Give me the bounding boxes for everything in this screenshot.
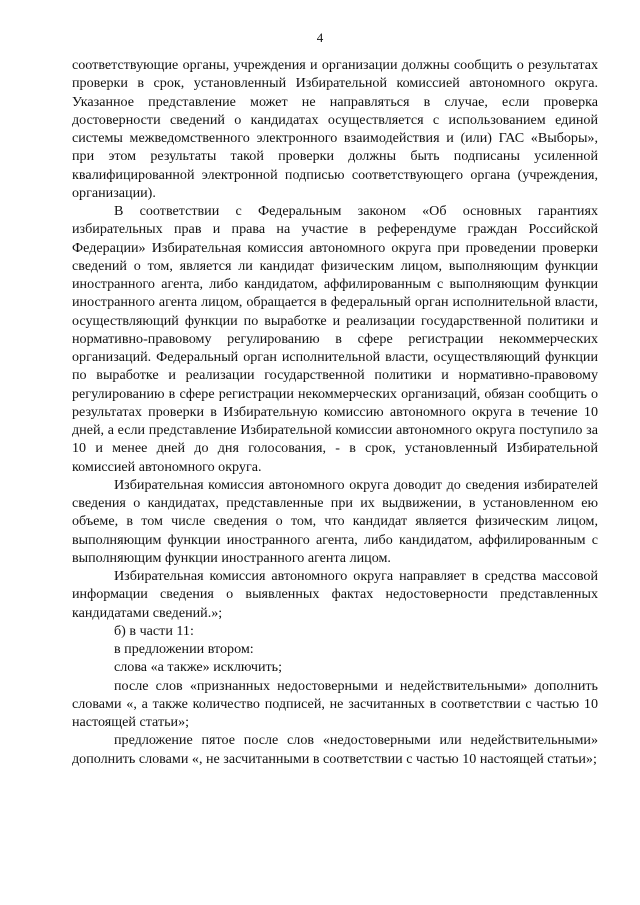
- paragraph-federal-law: В соответствии с Федеральным законом «Об основных гарантиях избирательных прав и права на участие в референдуме граждан Российской Федерации» Избирательная комиссия автономного округа при проведении проверки сведений о том, является ли кандидат физическим лицом, выполняющим функции иностранного агента, либо кандидатом, аффилированным с выполняющим функции иностранного агента лицом, обращается в федеральный орган исполнительной власти, осуществляющий функции по выработке и реализации государственной политики и нормативно-правовому регулированию в сфере регистрации некоммерческих организаций. Федеральный орган исполнительной власти, осуществляющий функции по выработке и реализации государственной политики и нормативно-правовому регулированию в сфере регистрации некоммерческих организаций, обязан сообщить о результатах проверки в Избирательную комиссию автономного округа в течение 10 дней, а если представление Избирательной комиссии автономного округа поступило за 10 и менее дней до дня голосования, - в срок, установленный Избирательной комиссией автономного округа.: [72, 203, 598, 475]
- paragraph-exclude-words: слова «а также» исключить;: [114, 659, 283, 676]
- document-body: [72, 56, 598, 768]
- paragraph-add-words: после слов «признанных недостоверными и недействительными» дополнить словами «, а также количество подписей, не засчитанных в соответствии с частью 10 настоящей статьи»;: [72, 677, 598, 730]
- paragraph-mass-media: Избирательная комиссия автономного округа направляет в средства массовой информации сведения о выявленных фактах недостоверности представленных кандидатами сведений.»;: [72, 568, 598, 621]
- paragraph-fifth-sentence: предложение пятое после слов «недостоверными или недействительными» дополнить словами «, не засчитанными в соответствии с частью 10 настоящей статьи»;: [72, 732, 598, 767]
- paragraph-voter-information: Избирательная комиссия автономного округа доводит до сведения избирателей сведения о кандидатах, представленные при их выдвижении, в установленном ею объеме, в том числе сведения о том, что кандидат является физическим лицом, выполняющим функции иностранного агента, либо кандидатом, аффилированным с выполняющим функции иностранного агента лицом.: [72, 476, 598, 566]
- paragraph-continuation: соответствующие органы, учреждения и организации должны сообщить о результатах проверки в срок, установленный Избирательной комиссией автономного округа. Указанное представление может не направляться в случае, если проверка достоверности сведений о кандидатах осуществляется с использованием единой системы межведомственного электронного взаимодействия и (или) ГАС «Выборы», при этом результаты такой проверки должны быть подписаны усиленной квалифицированной электронной подписью соответствующего органа (учреждения, организации).: [72, 57, 598, 201]
- page-number: 4: [316, 30, 324, 45]
- paragraph-part-11: б) в части 11:: [114, 622, 194, 639]
- paragraph-second-sentence: в предложении втором:: [114, 641, 254, 657]
